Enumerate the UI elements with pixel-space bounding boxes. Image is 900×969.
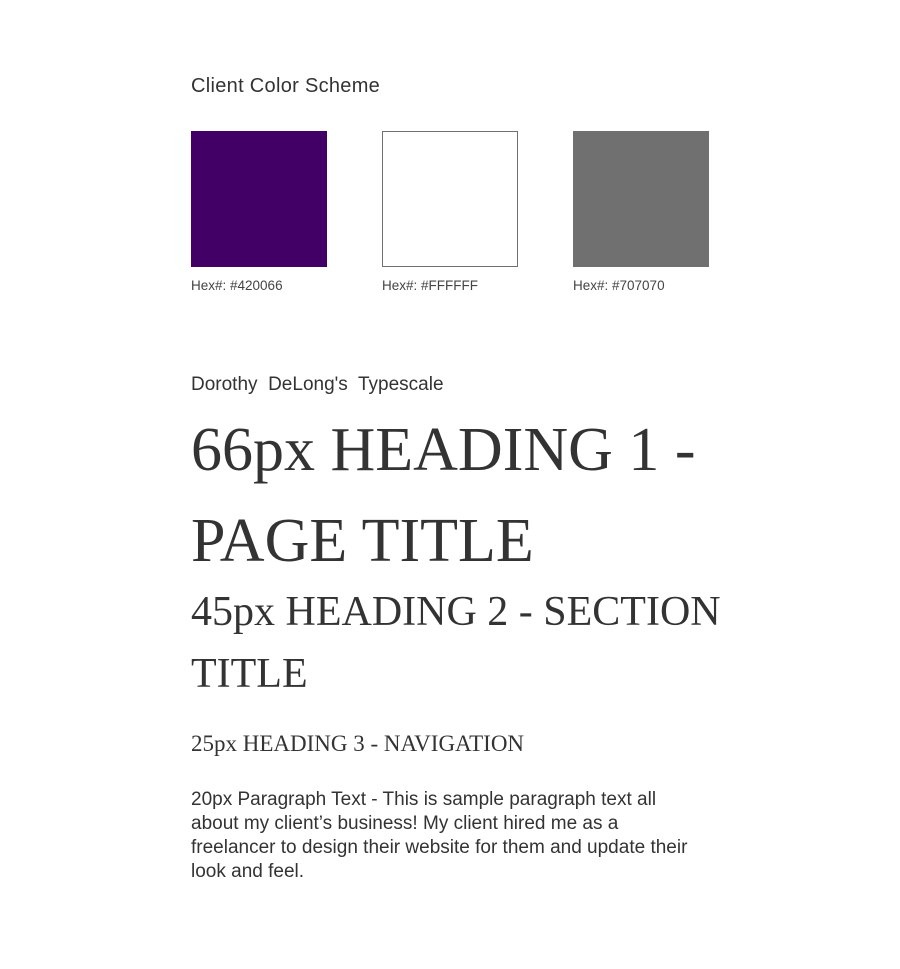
color-swatch-label: Hex#: #420066 (191, 278, 283, 293)
color-scheme-title: Client Color Scheme (191, 75, 381, 97)
typescale-title: Dorothy DeLong's Typescale (191, 374, 444, 395)
color-swatch-box (573, 131, 709, 267)
color-swatch-box (191, 131, 327, 267)
color-swatch-row (191, 131, 751, 301)
color-swatch (573, 131, 733, 293)
color-swatch-label: Hex#: #707070 (573, 278, 665, 293)
color-swatch (382, 131, 542, 293)
paragraph-sample: 20px Paragraph Text - This is sample paragraph text all about my client’s business! My client hired me as a freelancer to design their website for them and update their look and feel. (191, 789, 688, 882)
heading-2-sample: 45px HEADING 2 - SECTION TITLE (191, 589, 721, 697)
color-swatch (191, 131, 351, 293)
heading-1-sample: 66px HEADING 1 - PAGE TITLE (191, 416, 696, 575)
heading-3-sample: 25px HEADING 3 - NAVIGATION (191, 731, 525, 756)
color-swatch-box (382, 131, 518, 267)
color-swatch-label: Hex#: #FFFFFF (382, 278, 479, 293)
